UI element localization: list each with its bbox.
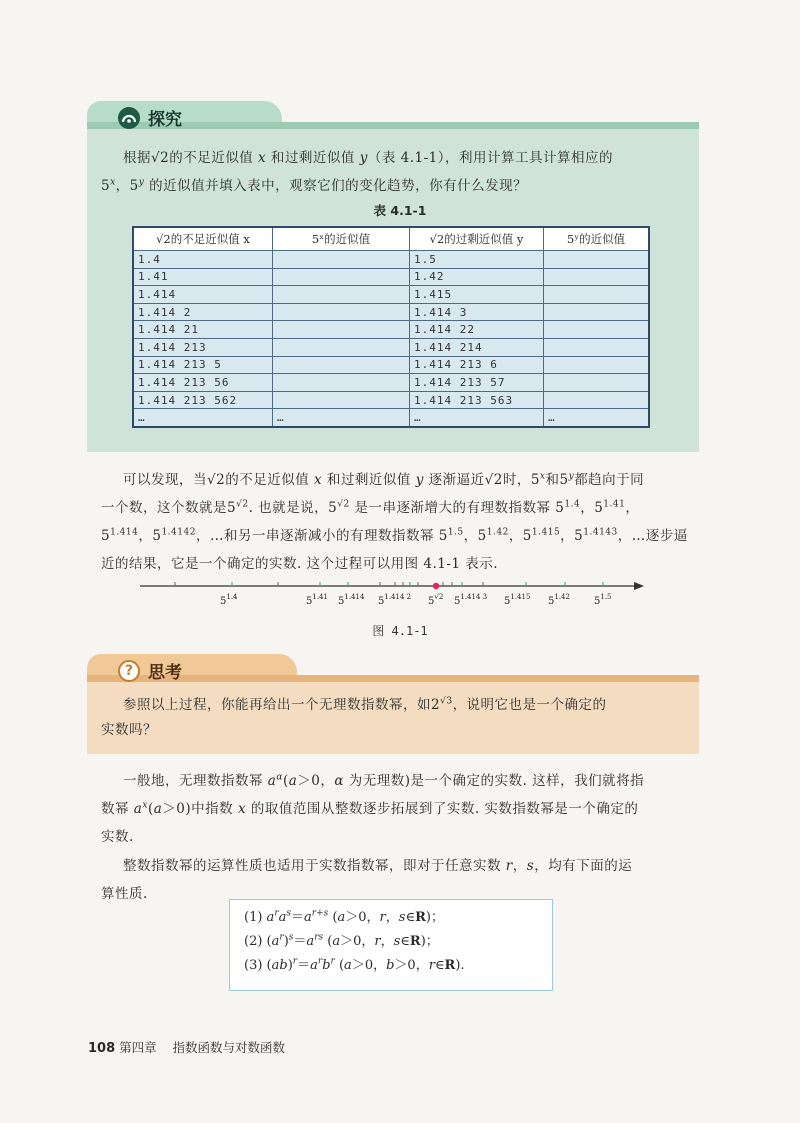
table-cell [273,286,410,304]
table-cell [273,374,410,392]
table-row [133,251,649,269]
think-line1: 参照以上过程，你能再给出一个无理数指数幂，如$2^{√3}$，说明它也是一个确定的 [123,696,607,713]
page-footer [88,1038,285,1056]
property-3: (3) $(ab)^r=a^rb^r$ (a＞0，b＞0，r∈R). [244,956,465,973]
table-row [133,338,649,356]
property-1: (1) $a^ra^s=a^{r+s}$ (a＞0，r，s∈R)； [244,908,444,925]
number-line-label: $5^{1.414}$ [338,593,365,607]
explore-title: 探究 [148,110,182,130]
body-p1-line3: 实数. [101,829,134,845]
think-line2: 实数吗？ [101,722,157,738]
number-line-label: $5^{1.4}$ [220,593,238,607]
discovery-line4: 近的结果，它是一个确定的实数. 这个过程可以用图 4.1-1 表示. [101,556,499,572]
table-cell: 1.414 213 563 [410,391,544,409]
table-header: 5ʸ的近似值 [544,227,650,251]
number-line-label: $5^{1.41}$ [306,593,328,607]
number-line-label: $5^{1.42}$ [548,593,570,607]
data-table [132,226,650,428]
table-cell [273,356,410,374]
number-line-label: $5^{1.5}$ [594,593,612,607]
table-cell [544,391,650,409]
table-row [133,409,649,427]
table-cell [544,321,650,339]
discovery-line2: 一个数，这个数就是$5^{√2}$. 也就是说，$5^{√2}$ 是一串逐渐增大的有理数指数幂 $5^{1.4}$，$5^{1.41}$， [101,499,640,516]
table-header: √2的不足近似值 x [133,227,273,251]
table-cell: 1.414 213 57 [410,374,544,392]
table-cell [273,303,410,321]
table-cell [544,303,650,321]
question-icon: ? [118,660,140,682]
explore-header [118,105,182,130]
table-cell: 1.41 [133,268,273,286]
think-title: 思考 [148,663,182,683]
table-cell: 1.415 [410,286,544,304]
properties-box [229,899,553,991]
chapter-title: 指数函数与对数函数 [172,1040,286,1055]
table-cell: 1.414 213 56 [133,374,273,392]
table-cell [544,268,650,286]
table-cell [544,338,650,356]
body-p1-line1: 一般地，无理数指数幂 $a^\alpha(a>0$，α 为无理数)是一个确定的实数. 这样，我们就将指 [123,772,645,789]
table-row [133,356,649,374]
table-cell: 1.414 [133,286,273,304]
table-header: √2的过剩近似值 y [410,227,544,251]
body-p2-line1: 整数指数幂的运算性质也适用于实数指数幂，即对于任意实数 r，s，均有下面的运 [123,858,633,874]
table-cell [544,251,650,269]
table-cell: 1.414 3 [410,303,544,321]
table-header-row [133,227,649,251]
think-header [118,658,182,683]
discovery-line1: 可以发现，当√2的不足近似值 x 和过剩近似值 y 逐渐逼近√2时，5$^x$和5$^y$都趋向于同 [123,471,645,488]
number-line-arrow [634,582,644,590]
number-line [140,582,650,612]
table-cell: 1.414 213 5 [133,356,273,374]
table-cell: 1.414 22 [410,321,544,339]
table-cell: 1.5 [410,251,544,269]
table-cell: … [410,409,544,427]
explore-icon [118,107,140,129]
sqrt2-point [433,583,439,589]
discovery-line3: $5^{1.414}$，$5^{1.4142}$，…和另一串逐渐减小的有理数指数幂 $5^{1.5}$，$5^{1.42}$，$5^{1.415}$，$5^{1.4143}$，…逐步逼 [101,527,688,544]
table-cell [544,374,650,392]
table-cell: 1.414 21 [133,321,273,339]
chapter-label: 第四章 [119,1040,157,1055]
body-p1-line2: 数幂 $a^x(a>0)$中指数 x 的取值范围从整数逐步拓展到了实数. 实数指数幂是一个确定的 [101,800,639,817]
number-line-label: $5^{1.414 2}$ [378,593,412,607]
table-row [133,321,649,339]
table-cell: … [544,409,650,427]
table-cell: 1.414 213 6 [410,356,544,374]
table-cell [273,321,410,339]
table-cell [544,286,650,304]
table-cell [273,338,410,356]
table-row [133,374,649,392]
number-line-label: $5^{1.414 3}$ [454,593,488,607]
table-cell: 1.414 2 [133,303,273,321]
table-cell: 1.4 [133,251,273,269]
explore-paragraph-line1: 根据√2的不足近似值 x 和过剩近似值 y（表 4.1-1），利用计算工具计算相应的 [123,150,614,166]
table-cell [273,391,410,409]
table-header: 5ˣ的近似值 [273,227,410,251]
table-cell [544,356,650,374]
table-row [133,268,649,286]
table-caption: 表 4.1-1 [373,203,427,218]
number-line-label: $5^{1.415}$ [504,593,531,607]
table-cell: 1.414 213 562 [133,391,273,409]
page-number: 108 [88,1041,116,1056]
table-row [133,303,649,321]
property-2: (2) $(a^r)^s=a^{rs}$ (a＞0，r，s∈R)； [244,932,439,949]
figure-caption: 图 4.1-1 [372,624,428,638]
table-cell [273,268,410,286]
table-cell: 1.42 [410,268,544,286]
table-cell: … [133,409,273,427]
explore-paragraph-line2: 5$^x$，5$^y$ 的近似值并填入表中，观察它们的变化趋势，你有什么发现？ [101,177,528,194]
table-row [133,391,649,409]
number-line-label: $5^{√2}$ [428,593,444,607]
table-cell: 1.414 214 [410,338,544,356]
table-cell: 1.414 213 [133,338,273,356]
body-p2-line2: 算性质. [101,886,148,902]
table-cell: … [273,409,410,427]
table-row [133,286,649,304]
table-cell [273,251,410,269]
